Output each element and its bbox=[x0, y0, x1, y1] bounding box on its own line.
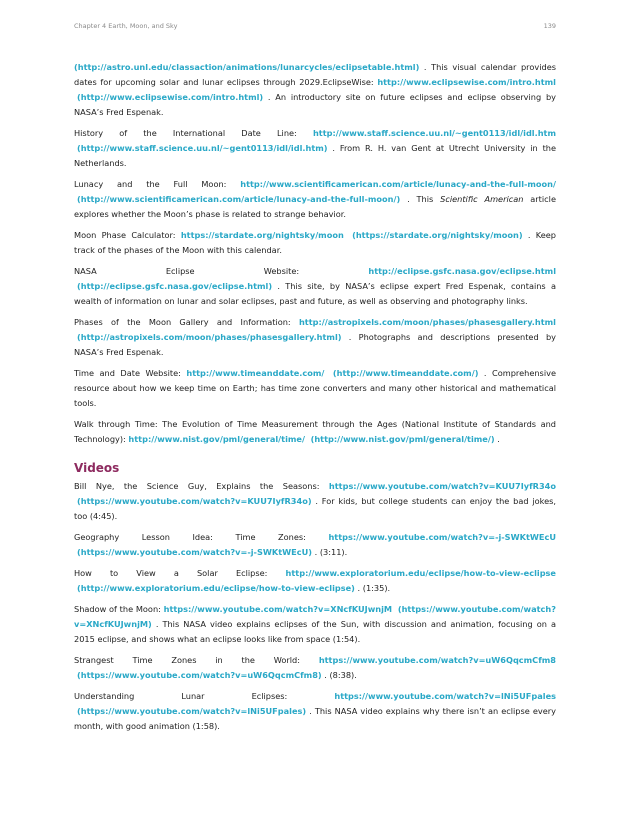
resource-item: History of the International Date Line: http://www.staff.science.uu.nl/~gent0113/idl/idl.htm (http://www.staff.science.uu.nl/~gent0113/idl/idl.htm) . From R. H. van Gent at Utrecht University in the Netherlands. bbox=[74, 128, 556, 168]
video-link[interactable]: https://www.youtube.com/watch?v=-j-SWKtWEcU bbox=[328, 532, 556, 542]
resource-link[interactable]: http://www.scientificamerican.com/article/lunacy-and-the-full-moon/ bbox=[240, 179, 556, 189]
running-header bbox=[74, 22, 556, 34]
video-item: Understanding Lunar Eclipses: https://www.youtube.com/watch?v=lNi5UFpales (https://www.youtube.com/watch?v=lNi5UFpales) . This NASA video explains why there isn’t an eclipse every month, with good animation (1:58). bbox=[74, 691, 556, 731]
resource-link[interactable]: https://stardate.org/nightsky/moon bbox=[180, 230, 344, 240]
resource-link[interactable]: (http://astro.unl.edu/classaction/animations/lunarcycles/eclipsetable.html) bbox=[74, 62, 420, 72]
resource-item: Phases of the Moon Gallery and Information: http://astropixels.com/moon/phases/phasesgallery.html (http://astropixels.com/moon/phases/phasesgallery.html) . Photographs and descriptions presented by NASA’s Fred Espenak. bbox=[74, 317, 556, 357]
video-link-alt[interactable]: (https://www.youtube.com/watch?v=XNcfKUJwnjM) bbox=[74, 604, 556, 629]
chapter-title: Chapter 4 Earth, Moon, and Sky bbox=[74, 22, 178, 30]
resource-link[interactable]: http://www.staff.science.uu.nl/~gent0113/idl/idl.htm bbox=[312, 128, 556, 138]
resource-link[interactable]: http://www.eclipsewise.com/intro.html bbox=[377, 77, 556, 87]
resource-link-alt[interactable]: (http://www.scientificamerican.com/article/lunacy-and-the-full-moon/) bbox=[77, 194, 401, 204]
videos-heading: Videos bbox=[74, 461, 120, 475]
resource-link-alt[interactable]: (http://www.staff.science.uu.nl/~gent0113/idl/idl.htm) bbox=[77, 143, 328, 153]
video-link[interactable]: https://www.youtube.com/watch?v=uW6QqcmCfm8 bbox=[318, 655, 556, 665]
resource-link-alt[interactable]: (http://www.eclipsewise.com/intro.html) bbox=[77, 92, 264, 102]
resource-link[interactable]: http://eclipse.gsfc.nasa.gov/eclipse.html bbox=[368, 266, 556, 276]
resource-link[interactable]: http://www.nist.gov/pml/general/time/ bbox=[128, 434, 305, 444]
video-item: Geography Lesson Idea: Time Zones: https://www.youtube.com/watch?v=-j-SWKtWEcU (https://www.youtube.com/watch?v=-j-SWKtWEcU) . (3:11). bbox=[74, 532, 556, 557]
video-link[interactable]: https://www.youtube.com/watch?v=XNcfKUJwnjM bbox=[163, 604, 393, 614]
resource-item: (http://astro.unl.edu/classaction/animations/lunarcycles/eclipsetable.html) . This visual calendar provides dates for upcoming solar and lunar eclipses through 2029.EclipseWise: http://www.eclipsewise.com/intro.html (http://www.eclipsewise.com/intro.html) . An introductory site on future eclipses and eclipse observing by NASA’s Fred Espenak. bbox=[74, 62, 556, 117]
resource-link-alt[interactable]: (http://www.timeanddate.com/) bbox=[332, 368, 479, 378]
resource-item: Moon Phase Calculator: https://stardate.org/nightsky/moon (https://stardate.org/nightsky/moon) . Keep track of the phases of the Moon with this calendar. bbox=[74, 230, 557, 255]
video-item: How to View a Solar Eclipse: http://www.exploratorium.edu/eclipse/how-to-view-eclipse (http://www.exploratorium.edu/eclipse/how-to-view-eclipse) . (1:35). bbox=[74, 568, 556, 593]
resource-item: Time and Date Website: http://www.timeanddate.com/ (http://www.timeanddate.com/) . Comprehensive resource about how we keep time on Earth; has time zone converters and many other historical and mathematical tools. bbox=[74, 368, 556, 408]
resource-link-alt[interactable]: (http://eclipse.gsfc.nasa.gov/eclipse.html) bbox=[77, 281, 273, 291]
video-link[interactable]: https://www.youtube.com/watch?v=lNi5UFpales bbox=[334, 691, 556, 701]
video-item: Shadow of the Moon: https://www.youtube.com/watch?v=XNcfKUJwnjM (https://www.youtube.com/watch?v=XNcfKUJwnjM) . This NASA video explains eclipses of the Sun, with discussion and animation, focusing on a 2015 eclipse, and shows what an eclipse looks like from space (1:54). bbox=[74, 604, 556, 644]
resource-item: NASA Eclipse Website: http://eclipse.gsfc.nasa.gov/eclipse.html (http://eclipse.gsfc.nasa.gov/eclipse.html) . This site, by NASA’s eclipse expert Fred Espenak, contains a wealth of information on lunar and solar eclipses, past and future, as well as observing and photography links. bbox=[74, 266, 556, 306]
resource-item: Lunacy and the Full Moon: http://www.scientificamerican.com/article/lunacy-and-the-full-moon/ (http://www.scientificamerican.com/article/lunacy-and-the-full-moon/) . This Scientific American article explores whether the Moon’s phase is related to strange behavior. bbox=[74, 179, 556, 219]
video-link-alt[interactable]: (https://www.youtube.com/watch?v=-j-SWKtWEcU) bbox=[77, 547, 313, 557]
video-item: Bill Nye, the Science Guy, Explains the Seasons: https://www.youtube.com/watch?v=KUU7IyfR34o (https://www.youtube.com/watch?v=KUU7IyfR34o) . For kids, but college students can enjoy the bad jokes, too (4:45). bbox=[74, 481, 556, 521]
main-content bbox=[74, 60, 556, 740]
resource-link[interactable]: http://www.timeanddate.com/ bbox=[186, 368, 325, 378]
video-link-alt[interactable]: (https://www.youtube.com/watch?v=KUU7IyfR34o) bbox=[77, 496, 312, 506]
video-link-alt[interactable]: (https://www.youtube.com/watch?v=uW6QqcmCfm8) bbox=[77, 670, 322, 680]
resource-link-alt[interactable]: (http://astropixels.com/moon/phases/phasesgallery.html) bbox=[77, 332, 342, 342]
video-link[interactable]: http://www.exploratorium.edu/eclipse/how-to-view-eclipse bbox=[285, 568, 556, 578]
video-link[interactable]: https://www.youtube.com/watch?v=KUU7IyfR34o bbox=[328, 481, 556, 491]
resource-item: Walk through Time: The Evolution of Time Measurement through the Ages (National Institute of Standards and Technology): http://www.nist.gov/pml/general/time/ (http://www.nist.gov/pml/general/time/) . bbox=[74, 419, 556, 444]
resource-link-alt[interactable]: (https://stardate.org/nightsky/moon) bbox=[352, 230, 523, 240]
resource-link[interactable]: http://astropixels.com/moon/phases/phasesgallery.html bbox=[298, 317, 556, 327]
resource-link-alt[interactable]: (http://www.nist.gov/pml/general/time/) bbox=[310, 434, 495, 444]
video-link-alt[interactable]: (https://www.youtube.com/watch?v=lNi5UFpales) bbox=[77, 706, 307, 716]
video-link-alt[interactable]: (http://www.exploratorium.edu/eclipse/how-to-view-eclipse) bbox=[77, 583, 355, 593]
page-number: 139 bbox=[543, 22, 556, 30]
video-item: Strangest Time Zones in the World: https://www.youtube.com/watch?v=uW6QqcmCfm8 (https://www.youtube.com/watch?v=uW6QqcmCfm8) . (8:38). bbox=[74, 655, 556, 680]
